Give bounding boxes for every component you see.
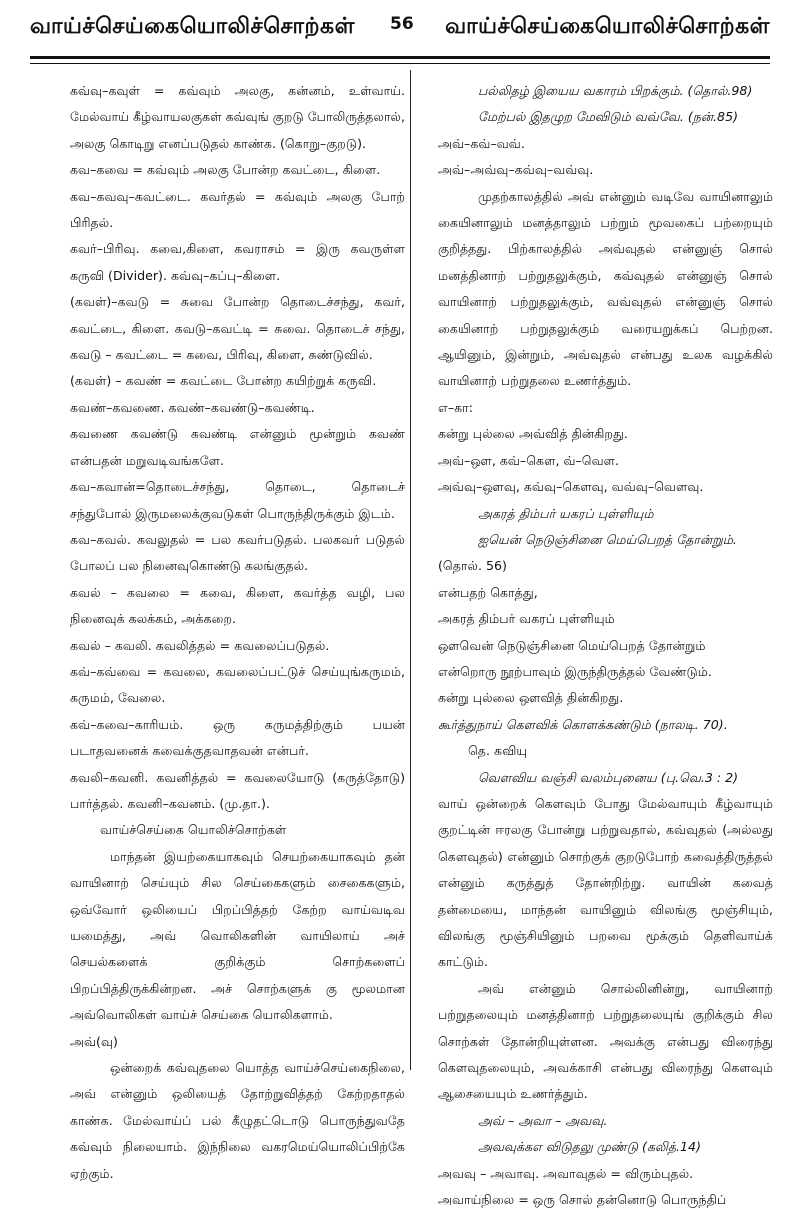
header-rule <box>30 63 770 64</box>
paragraph: கவண்–கவணை. கவண்–கவண்டு–கவண்டி. <box>70 399 315 415</box>
left-column <box>70 78 410 1181</box>
paragraph: கவ்–கவ்வை = கவலை, கவலைப்பட்டுச் செய்யுங்கருமம், கருமம், வேலை. <box>70 663 410 706</box>
paragraph: அவ்–கவ்–வவ். <box>438 135 525 151</box>
page-number: 56 <box>390 14 414 34</box>
paragraph: கூர்த்துநாய் கௌவிக் கொளக்கண்டும் (நாலடி. 70). <box>438 716 728 732</box>
paragraph: கவலி–கவனி. கவனித்தல் = கவலையோடு (கருத்தோடு) பார்த்தல். கவனி–கவனம். (மு.தா.). <box>70 769 410 811</box>
paragraph: பல்லிதழ் இயைய வகாரம் பிறக்கும். (தொல்.98) <box>478 83 753 98</box>
paragraph: அகரத் திம்பர் யகரப் புள்ளியும் <box>478 505 654 521</box>
paragraph: அவ் என்னும் சொல்லினின்று, வாயினாற் பற்றுதலையும் மனத்தினாற் பற்றுதலையுங் குறிக்கும் சில சொற்கள் தோன்றியுள்ளன. அவக்கு என்பது விரைந்து கௌவுதலையும், அவக்காசி என்பது விரைந்து கௌவும் ஆசையையும் உணர்த்தும். <box>438 980 778 1102</box>
paragraph: அவ்–அவ்வு–கவ்வு–வவ்வு. <box>438 162 594 178</box>
paragraph: முதற்காலத்தில் அவ் என்னும் வடிவே வாயினாலும் கையினாலும் மனத்தாலும் பற்றும் மூவகைப் பற்றையும் குறித்தது. பிற்காலத்தில் அவ்வுதல் என்னுஞ் சொல் மனத்தினாற் பற்றுதலுக்கும், கவ்வுதல் என்னுஞ் சொல் வாயினாற் பற்றுதலுக்கும், வவ்வுதல் என்னுஞ் சொல் கையினாற் பற்றுதலுக்கும் வரையறுக்கப் பெற்றன. ஆயினும், இன்றும், அவ்வுதல் என்பது உலக வழக்கில் வாயினாற் பற்றுதலை உணர்த்தும். <box>438 188 778 389</box>
paragraph: வாய் ஒன்றைக் கௌவும் போது மேல்வாயும் கீழ்வாயும் குறட்டின் ஈரலகு போன்று பற்றுவதால், கவ்வுதல் (அல்லது கௌவுதல்) என்னும் சொற்குக் குறடுபோற் கவைத்திருத்தல் என்னும் கருத்துத் தோன்றிற்று. வாயின் கவைத் தன்மையை, மாந்தன் வாயினும் விலங்கு மூஞ்சியும், விலங்கு மூஞ்சியினும் பறவை மூக்கும் தெளிவாய்க் காட்டும். <box>438 795 778 970</box>
paragraph: வாய்ச்செய்கை யொலிச்சொற்கள் <box>100 822 287 838</box>
paragraph: மாந்தன் இயற்கையாகவும் செயற்கையாகவும் தன் வாயினாற் செய்யும் சில செய்கைகளும் சைகைகளும், ஒவ்வோர் ஒலியைப் பிறப்பித்தற் கேற்ற வாய்வடிவ யமைத்து, அவ் வொலிகளின் வாயிலாய் அச் செயல்களைக் குறிக்கும் சொற்களைப் பிறப்பித்திருக்கின்றன. அச் சொற்களுக் கு மூலமான அவ்வொலிகள் வாய்ச் செய்கை யொலிகளாம். <box>70 848 410 1023</box>
paragraph: எ–கா: <box>438 399 474 415</box>
right-column <box>438 78 778 1208</box>
paragraph: கன்று புல்லை அவ்வித் தின்கிறது. <box>438 426 628 442</box>
page-header <box>30 8 770 59</box>
running-title-right: வாய்ச்செய்கையொலிச்சொற்கள் <box>445 14 770 39</box>
paragraph: கவ–கவை = கவ்வும் அலகு போன்ற கவட்டை, கிளை. <box>70 162 381 178</box>
paragraph: ஒன்றைக் கவ்வுதலை யொத்த வாய்ச்செய்கைநிலை, அவ் என்னும் ஒலியைத் தோற்றுவித்தற் கேற்றதாதல் காண்க. மேல்வாய்ப் பல் கீழுதட்டொடு பொருந்துவதே கவ்வும் நிலையாம். இந்நிலை வகரமெய்யொலிப்பிற்கே ஏற்கும். <box>70 1060 410 1181</box>
paragraph: (கவள்)–கவடு = சுவை போன்ற தொடைச்சந்து, கவர், கவட்டை, கிளை. கவடு–கவட்டி = சுவை. தொடைச் சந்து, கவடு – கவட்டை = கவை, பிரிவு, கிளை, சுண்டுவில். <box>70 294 410 363</box>
paragraph: வௌவிய வஞ்சி வலம்புனைய (பு.வெ.3 : 2) <box>478 769 739 785</box>
column-divider <box>410 70 411 1070</box>
paragraph: கவ–கவவு–கவட்டை. கவர்தல் = கவ்வும் அலகு போற் பிரிதல். <box>70 188 410 231</box>
paragraph: கவ–கவல். கவலுதல் = பல கவர்படுதல். பலகவர் படுதல் போலப் பல நினைவுகொண்டு கலங்குதல். <box>70 531 410 574</box>
paragraph: கவணை கவண்டு கவண்டி என்னும் மூன்றும் கவண் என்பதன் மறுவடிவங்களே. <box>70 426 410 468</box>
paragraph: என்றொரு நூற்பாவும் இருந்திருத்தல் வேண்டும். <box>438 663 712 679</box>
paragraph: அவ்–ஔ, கவ்–கௌ, வ்–வௌ. <box>438 452 620 468</box>
paragraph: (தொல். 56) <box>438 558 507 574</box>
paragraph: ஐயென் நெடுஞ்சினை மெய்பெறத் தோன்றும். <box>478 531 737 547</box>
running-title-left: வாய்ச்செய்கையொலிச்சொற்கள் <box>30 14 355 39</box>
paragraph: அவவு – அவாவு. அவாவுதல் = விரும்புதல். <box>438 1165 694 1181</box>
paragraph: அவாய்நிலை = ஒரு சொல் தன்னொடு பொருந்திப் <box>438 1192 727 1208</box>
paragraph: கவல் – கவலை = கவை, கிளை, கவர்த்த வழி, பல நினைவுக் கலக்கம், அக்கறை. <box>70 584 410 627</box>
paragraph: அவ்(வு) <box>70 1033 118 1049</box>
paragraph: அகரத் திம்பர் வகரப் புள்ளியும் <box>438 611 615 627</box>
paragraph: மேற்பல் இதழுற மேவிடும் வவ்வே. (நன்.85) <box>478 109 738 125</box>
paragraph: கவ்வு–கவுள் = கவ்வும் அலகு, கன்னம், உள்வாய். மேல்வாய் கீழ்வாயலகுகள் கவ்வுங் குறடு போலிருத்தலால், அலகு கொடிறு எனப்படுதல் காண்க. (கொறு–குறடு). <box>70 83 410 151</box>
paragraph: அவ்வு–ஔவு, கவ்வு–கௌவு, வவ்வு–வௌவு. <box>438 479 704 495</box>
paragraph: என்பதற் கொத்து, <box>438 584 538 600</box>
paragraph: அவவுக்கஎ விடுதலு முண்டு (கலித்.14) <box>478 1139 701 1155</box>
paragraph: கவ–கவான்=தொடைச்சந்து, தொடை, தொடைச் சந்துபோல் இருமலைக்குவடுகள் பொருந்திருக்கும் இடம். <box>70 479 410 521</box>
paragraph: (கவள்) – கவண் = கவட்டை போன்ற கயிற்றுக் கருவி. <box>70 373 377 389</box>
paragraph: அவ் – அவா – அவவு. <box>478 1112 608 1128</box>
paragraph: கவல் – கவலி. கவலித்தல் = கவலைப்படுதல். <box>70 637 330 653</box>
paragraph: கவ்–கவை–காரியம். ஒரு கருமத்திற்கும் பயன் படாதவனைக் கவைக்குதவாதவன் என்பர். <box>70 716 410 759</box>
paragraph: கவர்–பிரிவு. கவை,கிளை, கவராசம் = இரு கவருள்ள கருவி (Divider). கவ்வு–கப்பு–கிளை. <box>70 241 410 283</box>
paragraph: கன்று புல்லை ஔவித் தின்கிறது. <box>438 690 624 706</box>
paragraph: ஔவென் நெடுஞ்சினை மெய்பெறத் தோன்றும் <box>438 637 706 653</box>
paragraph: தெ. கவியு <box>468 743 528 759</box>
